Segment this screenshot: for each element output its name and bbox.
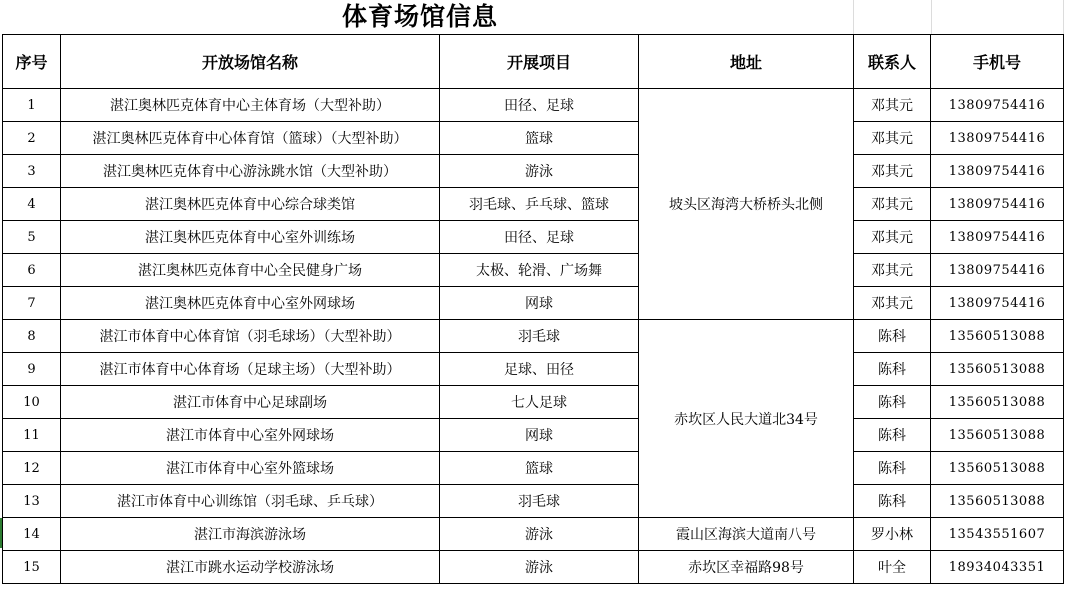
cell-contact[interactable]: 邓其元 (854, 188, 931, 221)
table-row (3, 386, 1064, 419)
cell-items[interactable]: 羽毛球 (440, 320, 639, 353)
header-items[interactable]: 开展项目 (440, 35, 639, 89)
cell-venue[interactable]: 湛江市跳水运动学校游泳场 (61, 551, 440, 584)
cell-phone[interactable]: 13560513088 (931, 386, 1064, 419)
cell-venue[interactable]: 湛江市体育中心足球副场 (61, 386, 440, 419)
cell-venue[interactable]: 湛江奥林匹克体育中心主体育场（大型补助） (61, 89, 440, 122)
cell-no[interactable]: 6 (3, 254, 61, 287)
cell-contact[interactable]: 陈科 (854, 485, 931, 518)
cell-venue[interactable]: 湛江奥林匹克体育中心室外网球场 (61, 287, 440, 320)
cell-contact[interactable]: 邓其元 (854, 155, 931, 188)
cell-contact[interactable]: 陈科 (854, 386, 931, 419)
cell-phone[interactable]: 13809754416 (931, 254, 1064, 287)
cell-address[interactable]: 霞山区海滨大道南八号 (639, 518, 854, 551)
cell-phone[interactable]: 13809754416 (931, 221, 1064, 254)
cell-contact[interactable]: 陈科 (854, 419, 931, 452)
cell-items[interactable]: 网球 (440, 287, 639, 320)
cell-items[interactable]: 太极、轮滑、广场舞 (440, 254, 639, 287)
cell-contact[interactable]: 叶全 (854, 551, 931, 584)
table-row (3, 419, 1064, 452)
cell-phone[interactable]: 13809754416 (931, 122, 1064, 155)
cell-venue[interactable]: 湛江奥林匹克体育中心综合球类馆 (61, 188, 440, 221)
cell-items[interactable]: 游泳 (440, 155, 639, 188)
cell-no[interactable]: 3 (3, 155, 61, 188)
cell-phone[interactable]: 13560513088 (931, 320, 1064, 353)
cell-venue[interactable]: 湛江奥林匹克体育中心体育馆（篮球）（大型补助） (61, 122, 440, 155)
cell-contact[interactable]: 邓其元 (854, 254, 931, 287)
cell-items[interactable]: 羽毛球、乒乓球、篮球 (440, 188, 639, 221)
header-row (3, 35, 1064, 89)
cell-venue[interactable]: 湛江市体育中心训练馆（羽毛球、乒乓球） (61, 485, 440, 518)
cell-no[interactable]: 8 (3, 320, 61, 353)
cell-no[interactable]: 14 (3, 518, 61, 551)
cell-contact[interactable]: 罗小林 (854, 518, 931, 551)
table-row (3, 155, 1064, 188)
cell-contact[interactable]: 邓其元 (854, 287, 931, 320)
cell-venue[interactable]: 湛江市体育中心室外网球场 (61, 419, 440, 452)
table-row (3, 89, 1064, 122)
cell-items[interactable]: 七人足球 (440, 386, 639, 419)
cell-phone[interactable]: 13809754416 (931, 155, 1064, 188)
header-phone[interactable]: 手机号 (931, 35, 1064, 89)
table-row (3, 353, 1064, 386)
cell-items[interactable]: 篮球 (440, 452, 639, 485)
cell-no[interactable]: 1 (3, 89, 61, 122)
cell-phone[interactable]: 13560513088 (931, 452, 1064, 485)
table-row (3, 485, 1064, 518)
cell-items[interactable]: 游泳 (440, 551, 639, 584)
cell-items[interactable]: 游泳 (440, 518, 639, 551)
cell-venue[interactable]: 湛江奥林匹克体育中心游泳跳水馆（大型补助） (61, 155, 440, 188)
table-row (3, 287, 1064, 320)
table-row (3, 551, 1064, 584)
cell-contact[interactable]: 邓其元 (854, 89, 931, 122)
cell-address[interactable]: 赤坎区幸福路98号 (639, 551, 854, 584)
cell-items[interactable]: 篮球 (440, 122, 639, 155)
header-address[interactable]: 地址 (639, 35, 854, 89)
header-contact[interactable]: 联系人 (854, 35, 931, 89)
cell-phone[interactable]: 13543551607 (931, 518, 1064, 551)
cell-no[interactable]: 7 (3, 287, 61, 320)
cell-phone[interactable]: 13809754416 (931, 89, 1064, 122)
table-row (3, 188, 1064, 221)
cell-no[interactable]: 15 (3, 551, 61, 584)
table-row (3, 254, 1064, 287)
cell-venue[interactable]: 湛江奥林匹克体育中心全民健身广场 (61, 254, 440, 287)
cell-phone[interactable]: 13809754416 (931, 287, 1064, 320)
table-row (3, 122, 1064, 155)
cell-items[interactable]: 田径、足球 (440, 221, 639, 254)
grid-line (1063, 0, 1064, 34)
table-row (3, 518, 1064, 551)
cell-no[interactable]: 4 (3, 188, 61, 221)
sheet-title: 体育场馆信息 (342, 2, 499, 31)
cell-phone[interactable]: 13560513088 (931, 485, 1064, 518)
grid-line (853, 0, 854, 34)
cell-venue[interactable]: 湛江市体育中心体育场（足球主场）（大型补助） (61, 353, 440, 386)
cell-venue[interactable]: 湛江奥林匹克体育中心室外训练场 (61, 221, 440, 254)
cell-items[interactable]: 田径、足球 (440, 89, 639, 122)
table-row (3, 221, 1064, 254)
cell-phone[interactable]: 13809754416 (931, 188, 1064, 221)
cell-no[interactable]: 2 (3, 122, 61, 155)
cell-no[interactable]: 12 (3, 452, 61, 485)
cell-no[interactable]: 9 (3, 353, 61, 386)
cell-contact[interactable]: 陈科 (854, 452, 931, 485)
cell-contact[interactable]: 邓其元 (854, 221, 931, 254)
cell-venue[interactable]: 湛江市海滨游泳场 (61, 518, 440, 551)
cell-contact[interactable]: 陈科 (854, 320, 931, 353)
cell-venue[interactable]: 湛江市体育中心体育馆（羽毛球场）（大型补助） (61, 320, 440, 353)
cell-no[interactable]: 13 (3, 485, 61, 518)
cell-address[interactable]: 坡头区海湾大桥桥头北侧 (639, 89, 854, 320)
venue-table (2, 34, 1064, 584)
cell-phone[interactable]: 13560513088 (931, 353, 1064, 386)
cell-items[interactable]: 羽毛球 (440, 485, 639, 518)
cell-no[interactable]: 11 (3, 419, 61, 452)
table-row (3, 452, 1064, 485)
table-row (3, 320, 1064, 353)
cell-no[interactable]: 5 (3, 221, 61, 254)
cell-no[interactable]: 10 (3, 386, 61, 419)
cell-contact[interactable]: 邓其元 (854, 122, 931, 155)
cell-contact[interactable]: 陈科 (854, 353, 931, 386)
cell-phone[interactable]: 18934043351 (931, 551, 1064, 584)
grid-line (931, 0, 932, 34)
cell-items[interactable]: 网球 (440, 419, 639, 452)
cell-phone[interactable]: 13560513088 (931, 419, 1064, 452)
cell-items[interactable]: 足球、田径 (440, 353, 639, 386)
cell-venue[interactable]: 湛江市体育中心室外篮球场 (61, 452, 440, 485)
header-no[interactable]: 序号 (3, 35, 61, 89)
cell-address[interactable]: 赤坎区人民大道北34号 (639, 320, 854, 518)
header-venue[interactable]: 开放场馆名称 (61, 35, 440, 89)
